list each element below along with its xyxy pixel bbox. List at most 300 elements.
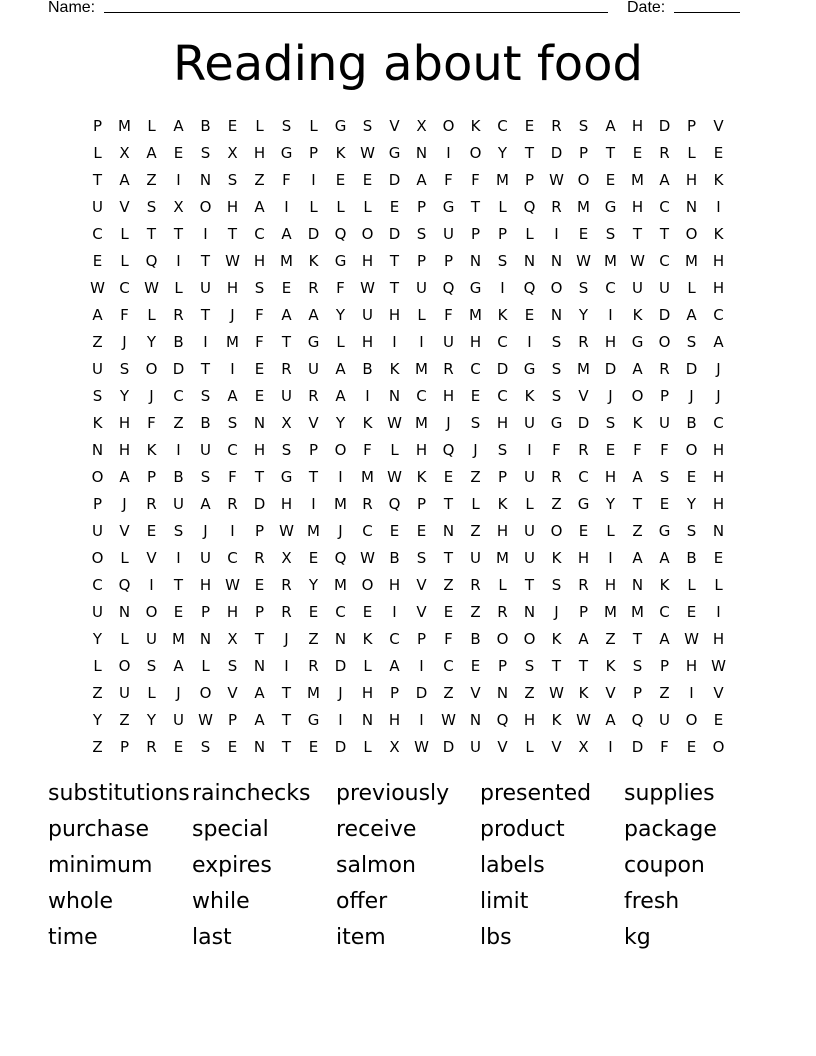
grid-letter[interactable]: C [497, 387, 508, 405]
grid-letter[interactable]: X [281, 549, 292, 567]
grid-letter[interactable]: H [712, 279, 725, 297]
grid-letter[interactable]: N [523, 252, 536, 270]
grid-letter[interactable]: V [578, 387, 589, 405]
grid-letter[interactable]: A [632, 549, 643, 567]
grid-letter[interactable]: L [309, 198, 318, 216]
grid-letter[interactable]: A [713, 333, 724, 351]
grid-letter[interactable]: M [496, 549, 509, 567]
grid-letter[interactable]: M [469, 306, 482, 324]
grid-letter[interactable]: E [605, 441, 616, 459]
grid-letter[interactable]: W [441, 711, 456, 729]
grid-letter[interactable]: K [92, 414, 103, 432]
grid-letter[interactable]: K [632, 414, 643, 432]
grid-letter[interactable]: K [470, 117, 481, 135]
grid-letter[interactable]: M [307, 684, 320, 702]
grid-letter[interactable]: M [685, 252, 698, 270]
grid-letter[interactable]: L [687, 279, 696, 297]
grid-letter[interactable]: D [604, 360, 617, 378]
grid-letter[interactable]: F [255, 333, 264, 351]
grid-letter[interactable]: L [498, 576, 507, 594]
grid-letter[interactable]: L [147, 306, 156, 324]
grid-letter[interactable]: S [416, 549, 427, 567]
grid-letter[interactable]: O [334, 441, 347, 459]
grid-letter[interactable]: U [92, 522, 103, 540]
grid-letter[interactable]: Q [334, 225, 347, 243]
grid-letter[interactable]: S [416, 225, 427, 243]
grid-letter[interactable]: Y [335, 414, 346, 432]
grid-letter[interactable]: O [442, 117, 455, 135]
grid-letter[interactable]: I [419, 333, 424, 351]
grid-letter[interactable]: C [497, 117, 508, 135]
grid-letter[interactable]: R [443, 360, 454, 378]
grid-letter[interactable]: M [631, 603, 644, 621]
grid-letter[interactable]: A [578, 630, 589, 648]
grid-letter[interactable]: V [416, 603, 427, 621]
grid-letter[interactable]: Q [442, 279, 455, 297]
grid-letter[interactable]: K [362, 414, 373, 432]
grid-letter[interactable]: P [524, 171, 535, 189]
grid-letter[interactable]: O [550, 522, 563, 540]
grid-letter[interactable]: A [254, 711, 265, 729]
grid-letter[interactable]: D [442, 738, 455, 756]
grid-letter[interactable]: Y [578, 306, 589, 324]
grid-letter[interactable]: Y [119, 387, 130, 405]
grid-letter[interactable]: Z [632, 522, 643, 540]
grid-letter[interactable]: H [523, 711, 536, 729]
grid-letter[interactable]: D [253, 495, 266, 513]
grid-letter[interactable]: H [388, 711, 401, 729]
grid-letter[interactable]: I [608, 549, 613, 567]
grid-letter[interactable]: A [335, 387, 346, 405]
grid-letter[interactable]: C [713, 414, 724, 432]
grid-letter[interactable]: H [415, 441, 428, 459]
grid-letter[interactable]: T [524, 576, 535, 594]
grid-letter[interactable]: H [469, 333, 482, 351]
grid-letter[interactable]: K [551, 549, 562, 567]
grid-letter[interactable]: Z [443, 576, 454, 594]
grid-letter[interactable]: R [281, 603, 292, 621]
grid-letter[interactable]: S [173, 522, 184, 540]
grid-letter[interactable]: E [443, 468, 454, 486]
grid-letter[interactable]: I [149, 576, 154, 594]
grid-letter[interactable]: T [389, 252, 400, 270]
grid-letter[interactable]: U [173, 711, 184, 729]
grid-letter[interactable]: I [284, 198, 289, 216]
grid-letter[interactable]: C [92, 576, 103, 594]
grid-letter[interactable]: K [524, 387, 535, 405]
grid-letter[interactable]: W [360, 549, 375, 567]
grid-letter[interactable]: A [308, 306, 319, 324]
grid-letter[interactable]: Q [496, 711, 509, 729]
grid-letter[interactable]: T [200, 360, 211, 378]
grid-letter[interactable]: R [578, 576, 589, 594]
grid-letter[interactable]: B [173, 468, 184, 486]
grid-letter[interactable]: N [469, 711, 482, 729]
grid-letter[interactable]: Z [254, 171, 265, 189]
grid-letter[interactable]: S [200, 144, 211, 162]
grid-letter[interactable]: C [497, 333, 508, 351]
grid-letter[interactable]: P [659, 387, 670, 405]
grid-letter[interactable]: L [174, 279, 183, 297]
grid-letter[interactable]: S [146, 198, 157, 216]
grid-letter[interactable]: J [716, 387, 721, 405]
grid-letter[interactable]: O [577, 171, 590, 189]
grid-letter[interactable]: T [578, 657, 589, 675]
grid-letter[interactable]: Y [92, 630, 103, 648]
grid-letter[interactable]: S [605, 414, 616, 432]
grid-letter[interactable]: A [281, 306, 292, 324]
grid-letter[interactable]: Y [146, 333, 157, 351]
grid-letter[interactable]: O [712, 738, 725, 756]
grid-letter[interactable]: Z [119, 711, 130, 729]
grid-letter[interactable]: A [605, 711, 616, 729]
grid-letter[interactable]: T [443, 495, 454, 513]
grid-letter[interactable]: A [605, 117, 616, 135]
grid-letter[interactable]: F [660, 738, 669, 756]
grid-letter[interactable]: D [550, 144, 563, 162]
grid-letter[interactable]: A [200, 495, 211, 513]
grid-letter[interactable]: O [685, 711, 698, 729]
grid-letter[interactable]: A [173, 117, 184, 135]
grid-letter[interactable]: Y [335, 306, 346, 324]
grid-letter[interactable]: G [307, 711, 320, 729]
grid-letter[interactable]: S [578, 279, 589, 297]
grid-letter[interactable]: N [469, 252, 482, 270]
grid-letter[interactable]: T [605, 144, 616, 162]
grid-letter[interactable]: C [173, 387, 184, 405]
grid-letter[interactable]: I [608, 738, 613, 756]
grid-letter[interactable]: I [230, 360, 235, 378]
grid-letter[interactable]: S [119, 360, 130, 378]
grid-letter[interactable]: R [227, 495, 238, 513]
grid-letter[interactable]: L [147, 684, 156, 702]
grid-letter[interactable]: A [389, 657, 400, 675]
grid-letter[interactable]: T [281, 684, 292, 702]
grid-letter[interactable]: P [200, 603, 211, 621]
grid-letter[interactable]: Z [146, 171, 157, 189]
grid-letter[interactable]: L [255, 117, 264, 135]
grid-letter[interactable]: E [254, 387, 265, 405]
grid-letter[interactable]: G [469, 279, 482, 297]
grid-letter[interactable]: T [389, 279, 400, 297]
grid-letter[interactable]: R [497, 603, 508, 621]
grid-letter[interactable]: J [338, 522, 343, 540]
grid-letter[interactable]: C [578, 468, 589, 486]
grid-letter[interactable]: E [686, 738, 697, 756]
grid-letter[interactable]: A [119, 171, 130, 189]
grid-letter[interactable]: T [200, 306, 211, 324]
grid-letter[interactable]: O [631, 387, 644, 405]
grid-letter[interactable]: C [254, 225, 265, 243]
grid-letter[interactable]: I [527, 333, 532, 351]
grid-letter[interactable]: E [605, 171, 616, 189]
grid-letter[interactable]: E [254, 576, 265, 594]
grid-letter[interactable]: J [122, 333, 127, 351]
grid-letter[interactable]: G [334, 117, 347, 135]
grid-letter[interactable]: M [334, 495, 347, 513]
grid-letter[interactable]: Q [631, 711, 644, 729]
grid-letter[interactable]: D [658, 306, 671, 324]
grid-letter[interactable]: H [712, 468, 725, 486]
grid-letter[interactable]: L [120, 549, 129, 567]
grid-letter[interactable]: F [444, 630, 453, 648]
grid-letter[interactable]: I [311, 171, 316, 189]
grid-letter[interactable]: U [146, 630, 157, 648]
grid-letter[interactable]: C [416, 387, 427, 405]
grid-letter[interactable]: E [227, 738, 238, 756]
grid-letter[interactable]: L [525, 225, 534, 243]
grid-letter[interactable]: L [363, 738, 372, 756]
grid-letter[interactable]: L [687, 144, 696, 162]
grid-letter[interactable]: U [200, 441, 211, 459]
grid-letter[interactable]: P [686, 117, 697, 135]
grid-letter[interactable]: E [578, 225, 589, 243]
grid-letter[interactable]: E [362, 603, 373, 621]
grid-letter[interactable]: Y [92, 711, 103, 729]
grid-letter[interactable]: P [497, 468, 508, 486]
grid-letter[interactable]: O [361, 576, 374, 594]
grid-letter[interactable]: E [389, 198, 400, 216]
grid-letter[interactable]: D [658, 117, 671, 135]
grid-letter[interactable]: W [711, 657, 726, 675]
grid-letter[interactable]: L [120, 630, 129, 648]
grid-letter[interactable]: O [91, 549, 104, 567]
grid-letter[interactable]: L [201, 657, 210, 675]
grid-letter[interactable]: O [496, 630, 509, 648]
grid-letter[interactable]: M [577, 360, 590, 378]
grid-letter[interactable]: K [659, 576, 670, 594]
grid-letter[interactable]: U [200, 549, 211, 567]
grid-letter[interactable]: A [254, 198, 265, 216]
grid-letter[interactable]: A [173, 657, 184, 675]
grid-letter[interactable]: C [92, 225, 103, 243]
grid-letter[interactable]: A [119, 468, 130, 486]
grid-letter[interactable]: I [338, 711, 343, 729]
grid-letter[interactable]: C [659, 252, 670, 270]
grid-letter[interactable]: E [308, 603, 319, 621]
grid-letter[interactable]: B [389, 549, 400, 567]
grid-letter[interactable]: T [281, 711, 292, 729]
grid-letter[interactable]: U [443, 333, 454, 351]
grid-letter[interactable]: C [605, 279, 616, 297]
grid-letter[interactable]: P [254, 603, 265, 621]
grid-letter[interactable]: Z [605, 630, 616, 648]
grid-letter[interactable]: W [360, 144, 375, 162]
grid-letter[interactable]: P [416, 252, 427, 270]
grid-letter[interactable]: Q [145, 252, 158, 270]
grid-letter[interactable]: B [173, 333, 184, 351]
grid-letter[interactable]: D [388, 225, 401, 243]
name-field[interactable] [104, 0, 608, 13]
grid-letter[interactable]: J [689, 387, 694, 405]
grid-letter[interactable]: A [659, 630, 670, 648]
grid-letter[interactable]: N [550, 252, 563, 270]
grid-letter[interactable]: J [149, 387, 154, 405]
grid-letter[interactable]: G [334, 252, 347, 270]
grid-letter[interactable]: C [470, 360, 481, 378]
grid-letter[interactable]: D [172, 360, 185, 378]
grid-letter[interactable]: I [689, 684, 694, 702]
grid-letter[interactable]: C [389, 630, 400, 648]
grid-letter[interactable]: K [551, 630, 562, 648]
grid-letter[interactable]: S [686, 522, 697, 540]
grid-letter[interactable]: I [608, 306, 613, 324]
grid-letter[interactable]: K [632, 306, 643, 324]
grid-letter[interactable]: V [551, 738, 562, 756]
grid-letter[interactable]: T [200, 252, 211, 270]
grid-letter[interactable]: B [200, 414, 211, 432]
grid-letter[interactable]: Z [659, 684, 670, 702]
grid-letter[interactable]: A [227, 387, 238, 405]
grid-letter[interactable]: U [173, 495, 184, 513]
grid-letter[interactable]: Y [497, 144, 508, 162]
grid-letter[interactable]: F [552, 441, 561, 459]
grid-letter[interactable]: K [551, 711, 562, 729]
grid-letter[interactable]: E [713, 144, 724, 162]
grid-letter[interactable]: N [253, 657, 266, 675]
grid-letter[interactable]: O [145, 603, 158, 621]
grid-letter[interactable]: P [416, 198, 427, 216]
grid-letter[interactable]: B [686, 549, 697, 567]
grid-letter[interactable]: M [307, 522, 320, 540]
grid-letter[interactable]: A [335, 360, 346, 378]
grid-letter[interactable]: A [659, 549, 670, 567]
grid-letter[interactable]: T [254, 468, 265, 486]
grid-letter[interactable]: U [524, 414, 535, 432]
grid-letter[interactable]: S [200, 738, 211, 756]
grid-letter[interactable]: E [578, 522, 589, 540]
grid-letter[interactable]: R [470, 576, 481, 594]
grid-letter[interactable]: E [281, 279, 292, 297]
grid-letter[interactable]: L [147, 117, 156, 135]
grid-letter[interactable]: H [226, 198, 239, 216]
grid-letter[interactable]: T [281, 333, 292, 351]
grid-letter[interactable]: S [146, 657, 157, 675]
grid-letter[interactable]: Q [334, 549, 347, 567]
grid-letter[interactable]: U [362, 306, 373, 324]
grid-letter[interactable]: M [604, 603, 617, 621]
grid-letter[interactable]: R [578, 441, 589, 459]
grid-letter[interactable]: L [93, 657, 102, 675]
grid-letter[interactable]: E [308, 738, 319, 756]
grid-letter[interactable]: O [685, 225, 698, 243]
grid-letter[interactable]: Q [523, 198, 536, 216]
grid-letter[interactable]: P [497, 225, 508, 243]
grid-letter[interactable]: E [713, 711, 724, 729]
grid-letter[interactable]: I [176, 252, 181, 270]
grid-letter[interactable]: T [632, 225, 643, 243]
grid-letter[interactable]: I [230, 522, 235, 540]
grid-letter[interactable]: O [91, 468, 104, 486]
grid-letter[interactable]: S [551, 387, 562, 405]
grid-letter[interactable]: T [254, 630, 265, 648]
grid-letter[interactable]: N [253, 414, 266, 432]
grid-letter[interactable]: G [550, 414, 563, 432]
grid-letter[interactable]: H [253, 144, 266, 162]
grid-letter[interactable]: A [686, 306, 697, 324]
grid-letter[interactable]: I [716, 198, 721, 216]
grid-letter[interactable]: S [497, 252, 508, 270]
grid-letter[interactable]: O [145, 360, 158, 378]
grid-letter[interactable]: R [308, 279, 319, 297]
grid-letter[interactable]: G [631, 333, 644, 351]
grid-letter[interactable]: M [172, 630, 185, 648]
grid-letter[interactable]: J [473, 441, 478, 459]
grid-letter[interactable]: S [281, 441, 292, 459]
grid-letter[interactable]: F [255, 306, 264, 324]
grid-letter[interactable]: H [712, 495, 725, 513]
grid-letter[interactable]: T [173, 576, 184, 594]
grid-letter[interactable]: Q [442, 441, 455, 459]
grid-letter[interactable]: U [200, 279, 211, 297]
grid-letter[interactable]: E [173, 144, 184, 162]
grid-letter[interactable]: S [200, 468, 211, 486]
grid-letter[interactable]: D [415, 684, 428, 702]
grid-letter[interactable]: Z [551, 495, 562, 513]
grid-letter[interactable]: P [470, 225, 481, 243]
grid-letter[interactable]: J [203, 522, 208, 540]
grid-letter[interactable]: A [416, 171, 427, 189]
grid-letter[interactable]: H [631, 198, 644, 216]
grid-letter[interactable]: R [659, 360, 670, 378]
grid-letter[interactable]: V [119, 522, 130, 540]
grid-letter[interactable]: I [419, 711, 424, 729]
grid-letter[interactable]: S [497, 441, 508, 459]
grid-letter[interactable]: X [578, 738, 589, 756]
grid-letter[interactable]: M [361, 468, 374, 486]
grid-letter[interactable]: P [119, 738, 130, 756]
grid-letter[interactable]: E [335, 171, 346, 189]
grid-letter[interactable]: U [659, 279, 670, 297]
grid-letter[interactable]: E [686, 468, 697, 486]
grid-letter[interactable]: M [280, 252, 293, 270]
grid-letter[interactable]: L [336, 333, 345, 351]
grid-letter[interactable]: O [550, 279, 563, 297]
grid-letter[interactable]: F [228, 468, 237, 486]
grid-letter[interactable]: I [527, 441, 532, 459]
grid-letter[interactable]: L [714, 576, 723, 594]
grid-letter[interactable]: E [524, 117, 535, 135]
grid-letter[interactable]: J [338, 684, 343, 702]
grid-letter[interactable]: J [554, 603, 559, 621]
grid-letter[interactable]: U [416, 279, 427, 297]
grid-letter[interactable]: T [470, 198, 481, 216]
grid-letter[interactable]: L [417, 306, 426, 324]
grid-letter[interactable]: Z [308, 630, 319, 648]
grid-letter[interactable]: D [388, 171, 401, 189]
grid-letter[interactable]: N [496, 684, 509, 702]
grid-letter[interactable]: R [578, 333, 589, 351]
grid-letter[interactable]: L [525, 738, 534, 756]
grid-letter[interactable]: R [308, 387, 319, 405]
grid-letter[interactable]: A [632, 360, 643, 378]
grid-letter[interactable]: I [554, 225, 559, 243]
grid-letter[interactable]: P [497, 657, 508, 675]
grid-letter[interactable]: N [199, 630, 212, 648]
grid-letter[interactable]: H [496, 522, 509, 540]
grid-letter[interactable]: N [712, 522, 725, 540]
grid-letter[interactable]: E [227, 117, 238, 135]
grid-letter[interactable]: P [632, 684, 643, 702]
grid-letter[interactable]: H [577, 549, 590, 567]
grid-letter[interactable]: T [443, 549, 454, 567]
grid-letter[interactable]: H [199, 576, 212, 594]
grid-letter[interactable]: H [226, 603, 239, 621]
grid-letter[interactable]: R [173, 306, 184, 324]
grid-letter[interactable]: D [334, 657, 347, 675]
grid-letter[interactable]: E [686, 603, 697, 621]
grid-letter[interactable]: V [713, 117, 724, 135]
